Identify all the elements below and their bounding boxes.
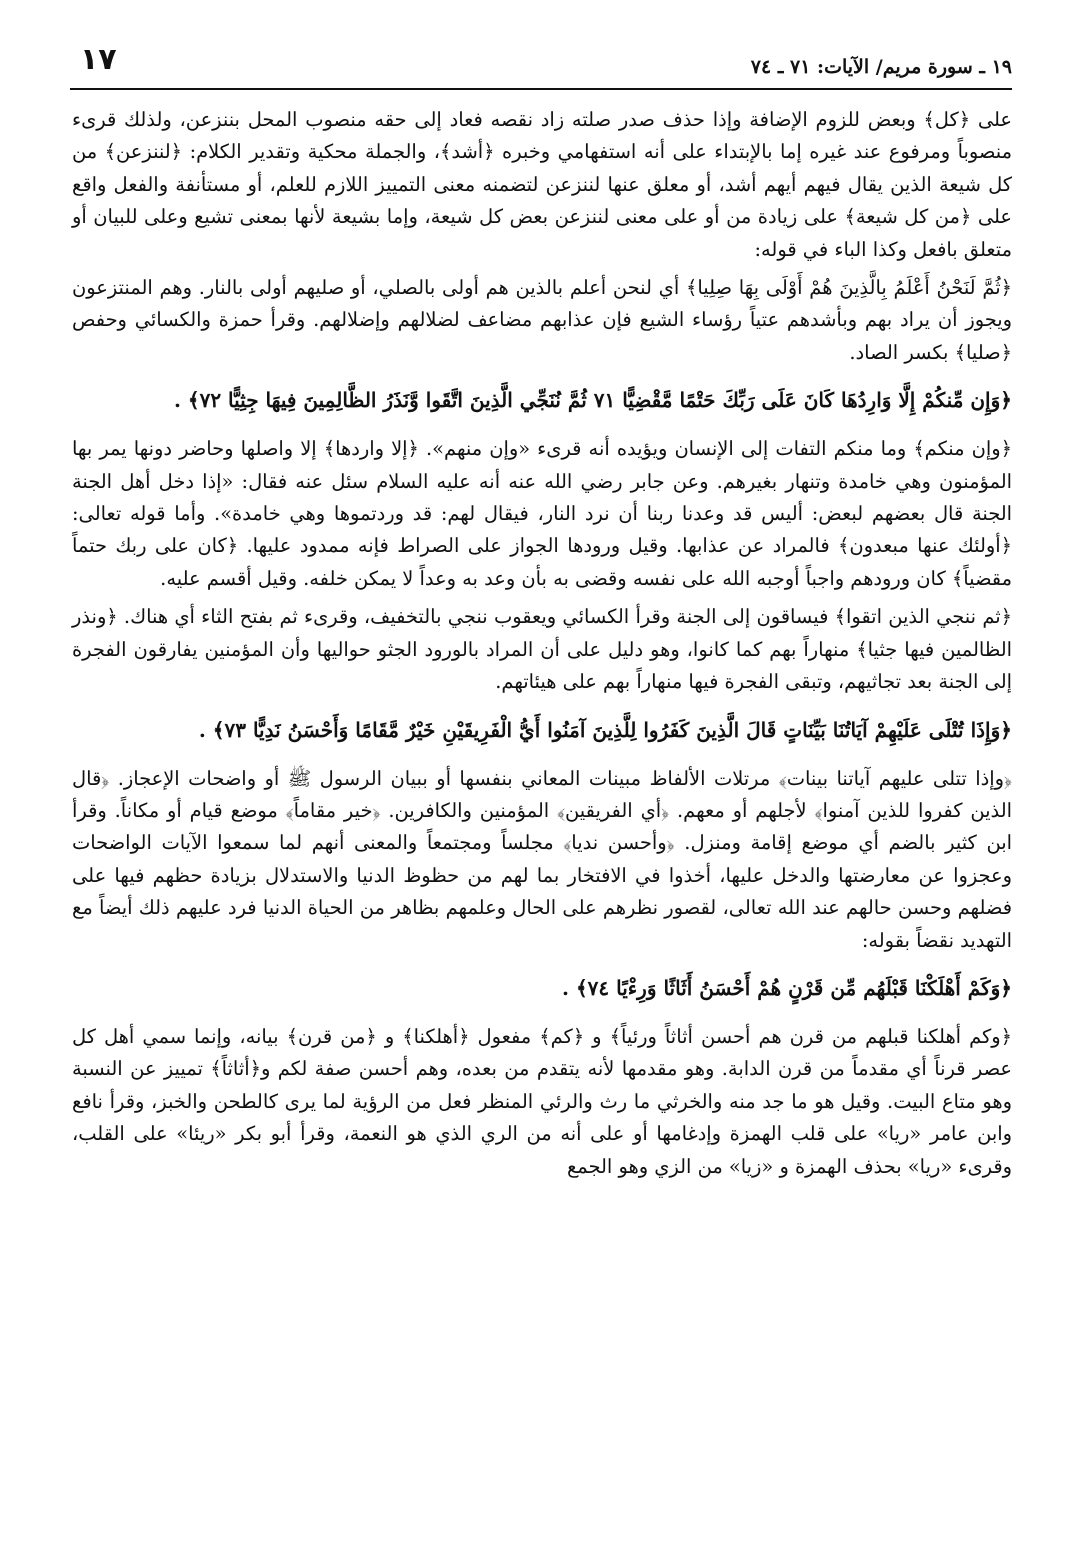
quran-verse: ﴿وَإِذَا تُتْلَى عَلَيْهِمْ آيَاتُنَا بَيِّنَاتٍ قَالَ الَّذِينَ كَفَرُوا لِلَّذِينَ آمَنُوا أَيُّ الْفَرِيقَيْنِ خَيْرٌ مَّقَامًا وَأَحْسَنُ نَدِيًّا ٧٣﴾ .: [198, 717, 1012, 742]
header-rule: [70, 88, 1012, 90]
quran-verse: ﴿وَكَمْ أَهْلَكْنَا قَبْلَهُم مِّن قَرْنٍ هُمْ أَحْسَنُ أَثَاثًا وَرِءْيًا ٧٤﴾ .: [562, 975, 1012, 1000]
running-title: ١٩ ـ سورة مريم/ الآيات: ٧١ ـ ٧٤: [750, 56, 1012, 78]
commentary-paragraph: على ﴿كل﴾ وبعض للزوم الإضافة وإذا حذف صدر صلته زاد نقصه فعاد إلى حقه منصوب المحل بننزعن، ولذلك قرىء منصوباً ومرفوع عند غيره إما بالإبتداء على أنه استفهامي وخبره ﴿أشد﴾، والجملة محكية وتقدير الكلام: ﴿لننزعن﴾ من كل شيعة الذين يقال فيهم أيهم أشد، أو معلق عنها لننزعن لتضمنه معنى التمييز اللازم للعلم، أو مستأنفة والفعل واقع على ﴿من كل شيعة﴾ على زيادة من أو على معنى لننزعن بعض كل شيعة، وإما بشيعة لأنها بمعنى تشيع وعلى للبيان أو متعلق بافعل وكذا الباء في قوله:: [72, 108, 1012, 261]
commentary-paragraph: ﴿وإذا تتلى عليهم آياتنا بينات﴾ مرتلات الألفاظ مبينات المعاني بنفسها أو ببيان الرسول ﷺ أو واضحات الإعجاز. ﴿قال الذين كفروا للذين آمنوا﴾ لأجلهم أو معهم. ﴿أي الفريقين﴾ المؤمنين والكافرين. ﴿خير مقاماً﴾ موضع قيام أو مكاناً. وقرأ ابن كثير بالضم أي موضع إقامة ومنزل. ﴿وأحسن نديا﴾ مجلساً ومجتمعاً والمعنى أنهم لما سمعوا الآيات الواضحات وعجزوا عن معارضتها والدخل عليها، أخذوا في الافتخار بما لهم من حظوظ الدنيا والاستدلال بزيادة حظهم فيها على فضلهم وحسن حالهم عند الله تعالى، لقصور نظرهم على الحال وعلمهم بظاهر من الحياة الدنيا فرد عليهم ذلك أيضاً مع التهديد نقضاً بقوله:: [72, 766, 1012, 952]
page-header: [70, 42, 1012, 82]
page-number: ١٧: [80, 42, 117, 77]
commentary-paragraph: ﴿ثُمَّ لَنَحْنُ أَعْلَمُ بِالَّذِينَ هُمْ أَوْلَى بِهَا صِلِيا﴾ أي لنحن أعلم بالذين هم أولى بالصلي، أو صليهم أولى بالنار. وهم المنتزعون ويجوز أن يراد بهم وبأشدهم عتياً رؤساء الشيع فإن عذابهم مضاعف لضلالهم وإضلالهم. وقرأ حمزة والكسائي وحفص ﴿صليا﴾ بكسر الصاد.: [72, 276, 1012, 364]
commentary-paragraph: ﴿ثم ننجي الذين اتقوا﴾ فيساقون إلى الجنة وقرأ الكسائي ويعقوب ننجي بالتخفيف، وقرىء ثم بفتح الثاء أي هناك. ﴿ونذر الظالمين فيها جثيا﴾ منهاراً بهم كما كانوا، وهو دليل على أن المراد بالورود الجثو حواليها وأن المؤمنين يفارقون الفجرة إلى الجنة بعد تجاثيهم، وتبقى الفجرة فيها منهاراً بهم على هيئاتهم.: [72, 605, 1012, 694]
page-body: [72, 104, 1012, 1189]
commentary-paragraph: ﴿وإن منكم﴾ وما منكم التفات إلى الإنسان ويؤيده أنه قرىء «وإن منهم». ﴿إلا واردها﴾ إلا واصلها وحاضر دونها يمر بها المؤمنون وهي خامدة وتنهار بغيرهم. وعن جابر رضي الله عنه أنه عليه السلام سئل عنه فقال: «إذا دخل أهل الجنة الجنة قال بعضهم لبعض: أليس قد وعدنا ربنا أن نرد النار، فيقال لهم: قد وردتموها وهي خامدة». وأما قوله تعالى: ﴿أولئك عنها مبعدون﴾ فالمراد عن عذابها. وقيل ورودها الجواز على الصراط فإنه ممدود عليها. ﴿كان على ربك حتماً مقضياً﴾ كان ورودهم واجباً أوجبه الله على نفسه وقضى به بأن وعد به وعداً لا يمكن خلفه. وقيل أقسم عليه.: [72, 437, 1012, 590]
quran-verse: ﴿وَإِن مِّنكُمْ إِلَّا وَارِدُهَا كَانَ عَلَى رَبِّكَ حَتْمًا مَّقْضِيًّا ٧١ ثُمَّ نُنَجِّي الَّذِينَ اتَّقَوا وَّنَذَرُ الظَّالِمِينَ فِيهَا جِثِيًّا ٧٢﴾ .: [173, 388, 1012, 413]
commentary-paragraph: ﴿وكم أهلكنا قبلهم من قرن هم أحسن أثاثاً ورئياً﴾ و ﴿كم﴾ مفعول ﴿أهلكنا﴾ و ﴿من قرن﴾ بيانه، وإنما سمي أهل كل عصر قرناً أي مقدماً من قرن الدابة. وهو مقدمها لأنه يتقدم من بعده، وهم أحسن صفة لكم و﴿أثاثاً﴾ تمييز عن النسبة وهو متاع البيت. وقيل هو ما جد منه والخرثي ما رث والرئي المنظر فعل من الرؤية لما يرى كالطحن والخبز، وقرأ نافع وابن عامر «ريا» على قلب الهمزة وإدغامها أو على أنه من الري الذي هو النعمة، وقرأ أبو بكر «ريئا» على القلب، وقرىء «ريا» بحذف الهمزة و «زيا» من الزي وهو الجمع: [72, 1024, 1012, 1178]
